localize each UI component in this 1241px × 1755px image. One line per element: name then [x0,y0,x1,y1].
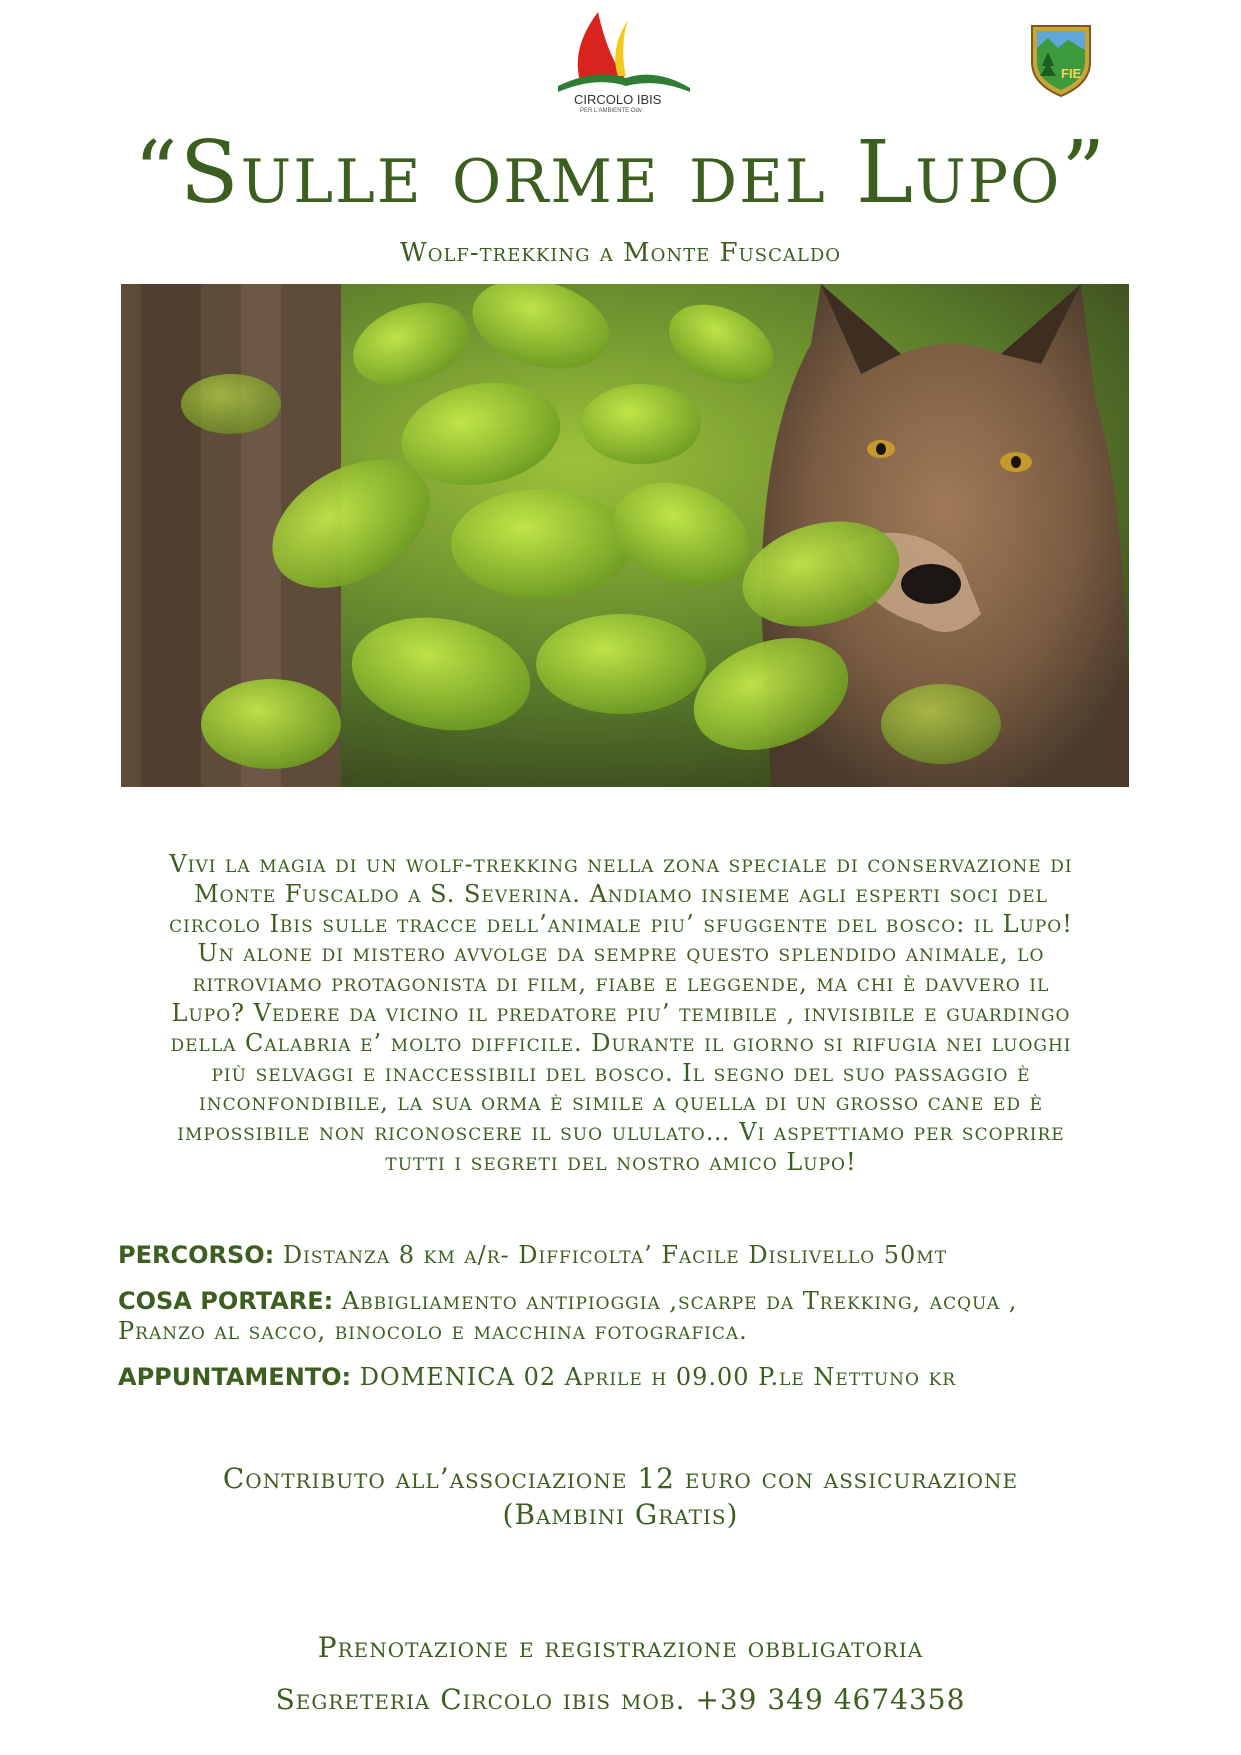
intro-line: più selvaggi e inaccessibili del bosco. Il segno del suo passaggio è [211,1058,1031,1087]
fee-note: (Bambini Gratis) [502,1498,739,1531]
intro-line: Vivi la magia di un wolf-trekking nella zona speciale di conservazione di [169,850,1073,878]
intro-line: tutti i segreti del nostro amico Lupo! [385,1147,857,1176]
percorso-label: PERCORSO: [118,1241,275,1269]
appuntamento-row [118,1362,1128,1392]
ibis-logo-tagline: PER L'AMBIENTE Odv [580,108,642,114]
wolf-in-forest-image [121,284,1129,787]
fee-line: Contributo all’associazione 12 euro con assicurazione [222,1462,1019,1495]
secretary-contact: Segreteria Circolo ibis mob. +39 349 4674358 [275,1683,966,1716]
intro-line: Un alone di mistero avvolge da sempre questo splendido animale, lo [197,939,1045,968]
cosa-portare-row [118,1286,1128,1346]
wolf-photo [121,284,1129,787]
cosa-portare-value: Abbigliamento antipioggia ,scarpe da Trekking, acqua , [333,1287,1018,1315]
intro-line: circolo Ibis sulle tracce dell’animale piu’ sfuggente del bosco: il Lupo! [169,909,1073,938]
page-title: “Sulle orme del Lupo” [133,123,1108,223]
intro-paragraph [116,850,1126,1178]
intro-line: Lupo? Vedere da vicino il predatore piu’ temibile , invisibile e guardingo [171,998,1071,1027]
percorso-value: Distanza 8 km a/r- Difficolta’ Facile Dislivello 50mt [274,1241,948,1269]
intro-line: della Calabria e’ molto difficile. Durante il giorno si rifugia nei luoghi [170,1028,1072,1057]
cosa-portare-value-continued: Pranzo al sacco, binocolo e macchina fotografica. [118,1317,748,1345]
cosa-portare-label: COSA PORTARE: [118,1287,334,1315]
intro-line: inconfondibile, la sua orma è simile a quella di un grosso cane ed è [199,1088,1043,1117]
booking-notice: Prenotazione e registrazione obbligatoria [317,1631,924,1664]
appuntamento-value: DOMENICA 02 Aprile h 09.00 P.le Nettuno kr [351,1363,957,1391]
fee-block [0,1461,1241,1533]
percorso-row [118,1240,1128,1270]
intro-line: impossibile non riconoscere il suo ululato… Vi aspettiamo per scoprire [177,1118,1065,1147]
intro-line: Monte Fuscaldo a S. Severina. Andiamo insieme agli esperti soci del [194,879,1048,908]
ibis-logo-text: CIRCOLO IBIS [574,92,662,107]
intro-line: ritroviamo protagonista di film, fiabe e leggende, ma chi è davvero il [192,969,1050,998]
fie-logo-text: FIE [1061,66,1082,81]
appuntamento-label: APPUNTAMENTO: [118,1363,352,1391]
circolo-ibis-logo [556,6,692,114]
page-subtitle: Wolf-trekking a Monte Fuscaldo [399,238,842,268]
ibis-sail-icon [556,6,692,114]
fie-shield-logo [1028,22,1094,98]
fie-shield-icon [1028,22,1094,98]
